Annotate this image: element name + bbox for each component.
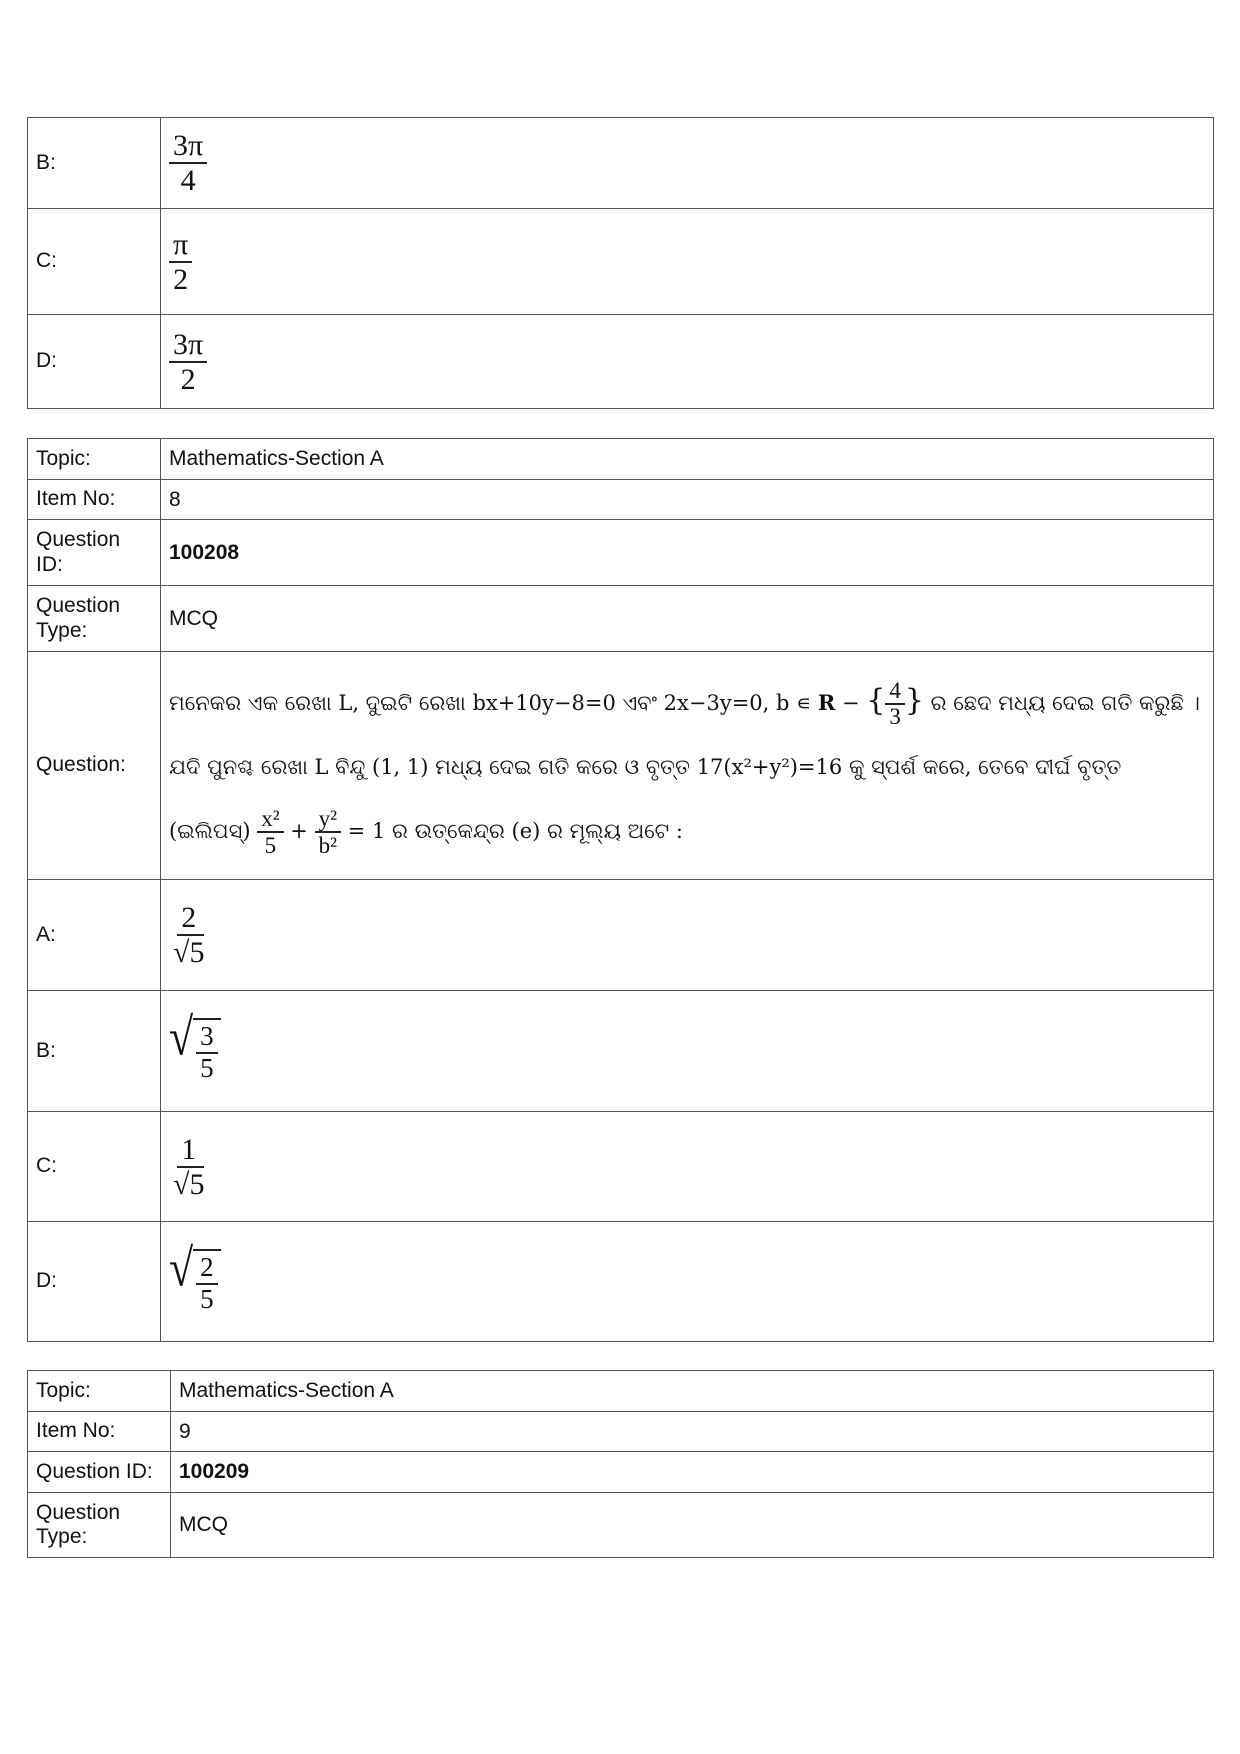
option-b-fraction: $\frac{3\pi}{4}$	[169, 129, 207, 197]
item-no-value: 9	[171, 1412, 1214, 1452]
radical-sign: √	[169, 1238, 194, 1298]
option-label: D:	[28, 1222, 161, 1342]
option-d-fraction: $\frac{3\pi}{2}$	[169, 328, 207, 396]
option-row-d	[28, 1222, 1214, 1342]
option-row-d	[28, 315, 1214, 409]
topic-row	[28, 439, 1214, 480]
option-label: D:	[28, 315, 161, 409]
question-row	[28, 652, 1214, 880]
question-type-row	[28, 586, 1214, 652]
option-row-a	[28, 880, 1214, 991]
line-equation-1: bx+10y−8=0	[472, 690, 616, 715]
line-equation-2: 2x−3y=0,	[663, 690, 770, 715]
topic-value: Mathematics-Section A	[161, 439, 1214, 480]
topic-value: Mathematics-Section A	[171, 1371, 1214, 1412]
question-type-value: MCQ	[161, 586, 1214, 652]
question-id-row	[28, 520, 1214, 586]
excluded-set-fraction: $\frac{4}{3}$	[885, 679, 905, 729]
topic-row	[28, 1371, 1214, 1412]
question-id-value: 100208	[161, 520, 1214, 586]
option-c-fraction: $\frac{\pi}{2}$	[169, 228, 192, 296]
previous-question-options-table	[27, 117, 1214, 409]
option-label: B:	[28, 991, 161, 1112]
topic-label: Topic:	[28, 1371, 171, 1412]
item-no-label: Item No:	[28, 1412, 171, 1452]
question-type-label: Question Type:	[28, 1493, 171, 1558]
item-no-row	[28, 1412, 1214, 1452]
point-coordinates: (1, 1)	[372, 754, 429, 779]
option-row-c	[28, 1112, 1214, 1222]
option-label: C:	[28, 1112, 161, 1222]
question-text: ମନେକର ଏକ ରେଖା L, ଦୁଇଟି ରେଖା bx+10y−8=0 ଏବଂ 2x−3y=0, b ∊ R − { $\frac{4}{3}$ } ର ଛେଦ ମଧ୍ୟ ଦେଇ ଗତି କରୁଛି । ଯଦି ପୁନଶ୍ଚ ରେଖା L ବିନ୍ଦୁ (1, 1) ମଧ୍ୟ ଦେଇ ଗତି କରେ ଓ ବୃତ୍ତ 17(x²+y²)=16 କୁ ସ୍ପର୍ଶ କରେ, ତେବେ ଦୀର୍ଘ ବୃତ୍ତ (ଇଲିପସ୍) $\frac{\text{x²}}{5}$ + $\frac{\text{y²}}{\text{b²}}$ = 1 ର ଉତ୍କେନ୍ଦ୍ର (e) ର ମୂଲ୍ୟ ଅଟେ :	[161, 652, 1214, 880]
question-id-row	[28, 1452, 1214, 1493]
question-type-value: MCQ	[171, 1493, 1214, 1558]
question-type-label: Question Type:	[28, 586, 161, 652]
option-label: B:	[28, 118, 161, 209]
circle-equation: 17(x²+y²)=16	[696, 754, 843, 779]
question-9-table	[27, 1370, 1214, 1558]
option-label: A:	[28, 880, 161, 991]
item-no-value: 8	[161, 480, 1214, 520]
ellipse-term-x: $\frac{\text{x²}}{5}$	[257, 806, 283, 859]
question-id-label: Question ID:	[28, 1452, 171, 1493]
excluded-set: {	[866, 682, 886, 718]
real-set-symbol: R	[817, 689, 836, 715]
question-8-table	[27, 438, 1214, 1342]
option-row-c	[28, 209, 1214, 315]
option-a-expression: $\frac{2}{√5}$	[173, 901, 205, 969]
radical-sign: √	[169, 1008, 194, 1067]
item-no-label: Item No:	[28, 480, 161, 520]
question-type-row	[28, 1493, 1214, 1558]
question-label: Question:	[28, 652, 161, 880]
option-b-expression: √ $\frac{3}{5}$	[169, 1018, 221, 1083]
option-c-expression: $\frac{1}{√5}$	[173, 1132, 205, 1201]
item-no-row	[28, 480, 1214, 520]
option-row-b	[28, 991, 1214, 1112]
ellipse-term-y: $\frac{\text{y²}}{\text{b²}}$	[315, 806, 341, 859]
option-label: C:	[28, 209, 161, 315]
option-d-expression: √ $\frac{2}{5}$	[169, 1249, 221, 1314]
question-id-label: Question ID:	[28, 520, 161, 586]
option-row-b	[28, 118, 1214, 209]
question-id-value: 100209	[171, 1452, 1214, 1493]
topic-label: Topic:	[28, 439, 161, 480]
